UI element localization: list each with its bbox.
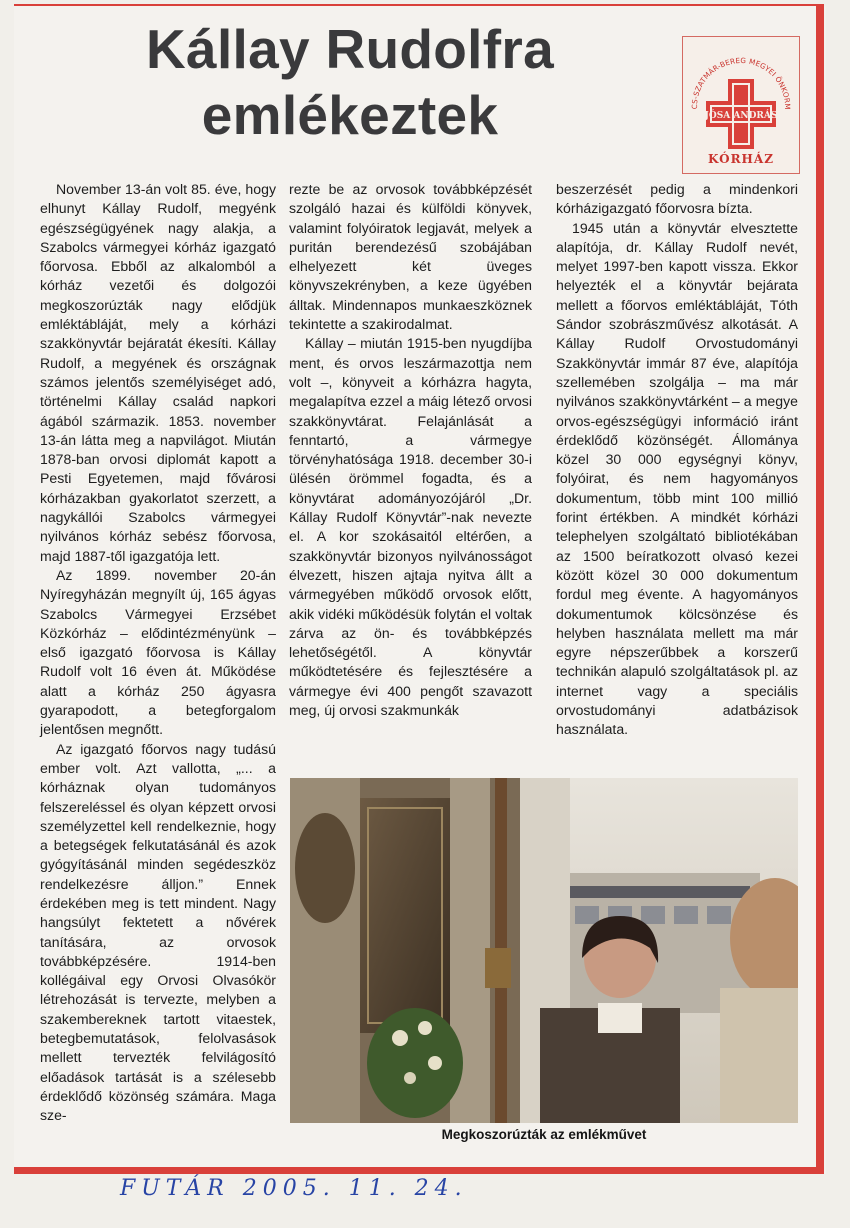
clipping-right-rule <box>816 6 824 1174</box>
paragraph: Kállay – miután 1915-ben nyugdíjba ment, és orvos leszármazottja nem volt –, könyveit a kórházra hagyta, megalapítva ezzel a máig létező orvosi szakkönyvtárat. Felajánlását a fenntartó, a vármegye törvényhatósága 1918. december 30-i ülésén örömmel fogadta, és a könyvtárat adományozójáról „Dr. Kállay Rudolf Könyvtár”-nak nevezte el. A kor szokásaitól eltérően, a szakkönyvtár bizonyos nyilvánosságot élvezett, hiszen ajtaja nyitva állt a vármegyében működő orvosok előtt, akik vidéki működésük folytán el voltak zárva az ön- és továbbképzés lehetőségétől. A könyvtár működtetésére és fejlesztésére a vármegye évi 400 pengőt szavazott meg, új orvosi szakmunkák <box>289 335 532 719</box>
memorial-photo <box>290 778 798 1123</box>
handwritten-source-date: FUTÁR 2005. 11. 24. <box>120 1176 468 1201</box>
wreath <box>367 1008 463 1118</box>
hospital-logo-graphic <box>683 37 799 173</box>
person-right-body <box>720 988 798 1123</box>
bust-relief <box>295 813 355 923</box>
hospital-logo <box>682 36 800 174</box>
memorial-plaque <box>360 798 450 1033</box>
memorial-photo-graphic <box>290 778 798 1123</box>
article-title <box>40 16 660 148</box>
clipping-bottom-rule <box>14 1167 824 1174</box>
logo-name-text: JÓSA ANDRÁS <box>704 111 778 121</box>
title-line-2: emlékeztek <box>201 84 499 146</box>
photo-caption: Megkoszorúzták az emlékművet <box>441 1127 647 1142</box>
paragraph: Az igazgató főorvos nagy tudású ember volt. Azt vallotta, „... a kórháznak olyan tudományos felszereléssel és olyan képzett orvosi személyzettel kell rendelkeznie, hogy a betegségek felkutatásánál és azok gyógyításánál minden segédeszköz rendelkezésre álljon.” Ennek érdekében meg is tett mindent. Nagy hangsúlyt fektetett a nővérek tanítására, az orvosok továbbképzésére. 1914-ben kollégáival egy Orvosi Olvasókör létrehozását is tervezte, melyben a szakembereknek tartott vitaestek, betegbemutatások, felolvasások mellett tervezték felvilágosító előadások tartását is a szélesebb érdeklődő közönség számára. Maga sze- <box>40 740 276 1124</box>
paragraph: Az 1899. november 20-án Nyíregyházán megnyílt új, 165 ágyas Szabolcs Vármegyei Erzsébet Közkórház – elődintézményünk – első igazgató főorvosa is Kállay Rudolf volt 16 éven át. Működése alatt a kórház 250 ágyasra gyarapodott, a betegforgalom jelentősen megnőtt. <box>40 566 276 738</box>
paragraph: November 13-án volt 85. éve, hogy elhunyt Kállay Rudolf, megyénk egészségügyének nagy alakja, a Szabolcs vármegyei kórház igazgató főorvosa. Ebből az alkalomból a kórház vezetői és dolgozói megkoszorúzták nagy elődjük emléktábláját, mely a kórházi szakkönyvtár bejáratát ékesíti. Kállay Rudolf, a megyének és országnak számos jelentős személyiséget adó, történelmi Kállay család napkori ágából származik. 1853. november 13-án látta meg a napvilágot. Miután 1878-ban orvosi diplomát kapott a Pesti Egyetemen, majd fővárosi kórházakban gyakorlatot szerzett, a nagykállói Szabolcs vármegyei nyilvános kórház sebész főorvosa, majd 1887-től igazgatója lett. <box>40 181 276 564</box>
logo-bottom-text: KÓRHÁZ <box>708 152 774 166</box>
title-line-1: Kállay Rudolfra <box>146 18 554 80</box>
paragraph: rezte be az orvosok továbbképzését szolgáló hazai és külföldi könyvek, valamint folyóiratok legjavát, melyek a puritán berendezésű szobájában elhelyezett két üveges könyvszekrényben, a keze ügyében álltak. Mindennapos munkaeszköznek tekintette a szakirodalmat. <box>289 181 532 333</box>
logo-arc-text: CS-SZATMÁR-BEREG MEGYEI ÖNKORM <box>689 55 793 110</box>
paragraph: beszerzését pedig a mindenkori kórházigazgató főorvosra bízta. <box>556 181 798 217</box>
article-column-3 <box>556 180 798 740</box>
paragraph: 1945 után a könyvtár elvesztette alapítója, dr. Kállay Rudolf nevét, melyet 1997-ben kapott vissza. Ekkor helyezték el a könyvtár bejárata mellett a főorvos emléktábláját, Tóth Sándor szobrászművész alkotását. A Kállay Rudolf Orvostudományi Szakkönyvtár immár 87 éve, alapítója szellemében szolgálja – ma már nyilvános szakkönyvtárként – a megye orvos-egészségügyi információ iránt érdeklődő közönségét. Állománya közel 30 000 egységnyi könyv, folyóirat, és nem hagyományos dokumentum, több mint 100 millió forint értékben. A mindkét kórházi telephelyen szolgáltató bibliotékában az 1500 beíratkozott olvasó kezei között közel 30 000 dokumentum fordul meg évente. A hagyományos dokumentumok kölcsönzése és helyben használata mellett ma már egyre népszerűbbek a korszerű technikán alapuló szolgáltatások pl. az internet vagy a speciális orvostudományi adatbázisok használata. <box>556 219 798 738</box>
article-column-1 <box>40 180 276 1126</box>
article-column-2 <box>289 180 532 720</box>
